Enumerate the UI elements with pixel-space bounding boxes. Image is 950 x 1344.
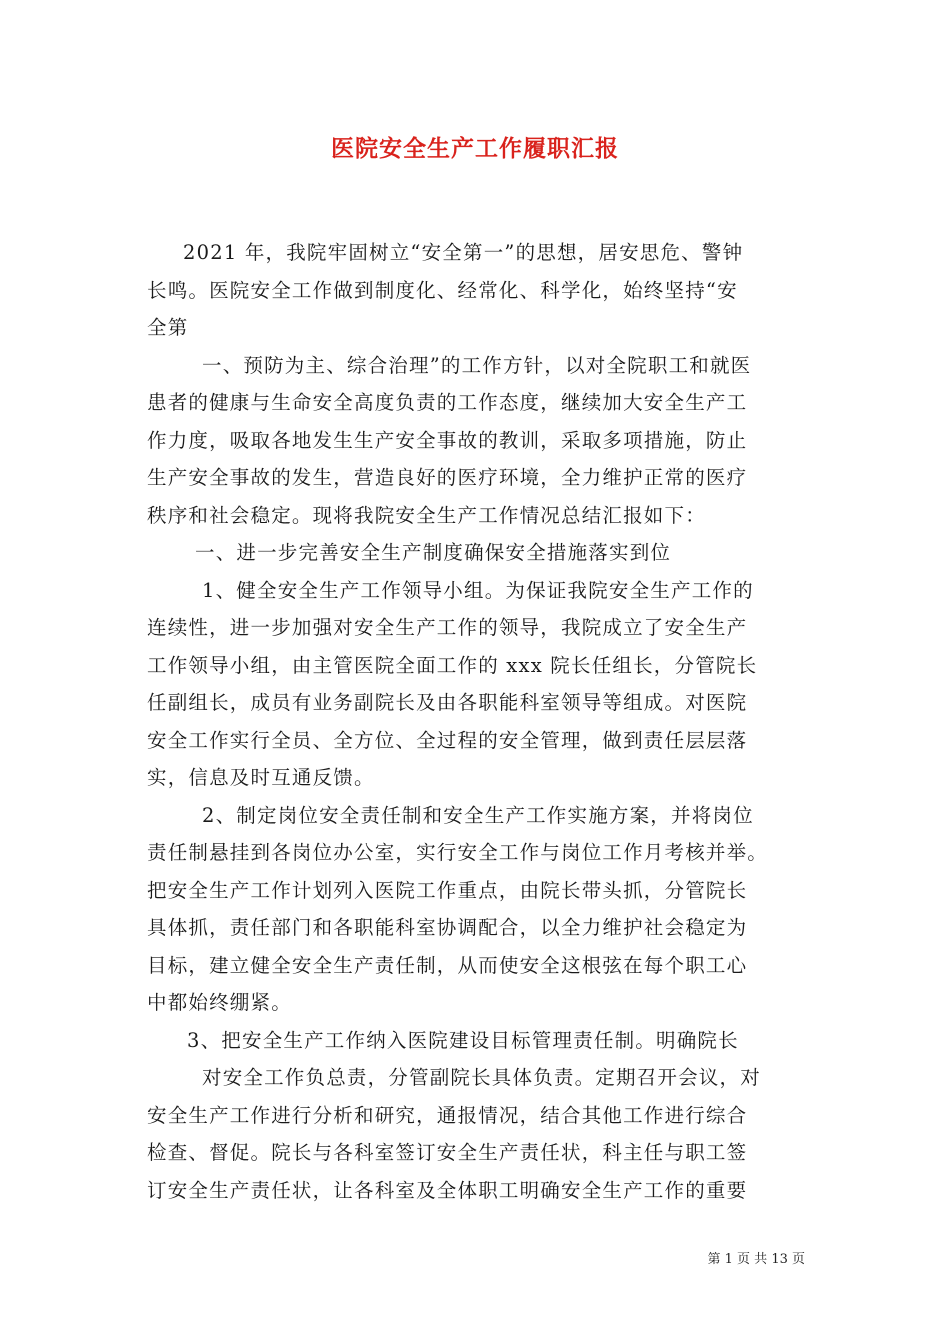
text-line: 检查、督促。院长与各科室签订安全生产责任状，科主任与职工签: [147, 1141, 748, 1164]
text-line: 2021 年，我院牢固树立“安全第一”的思想，居安思危、警钟: [183, 241, 744, 264]
document-title: 医院安全生产工作履职汇报: [331, 136, 619, 162]
text-line: 安全工作实行全员、全方位、全过程的安全管理，做到责任层层落: [147, 728, 748, 752]
text-line: 秩序和社会稳定。现将我院安全生产工作情况总结汇报如下：: [147, 503, 706, 527]
text-line: 责任制悬挂到各岗位办公室，实行安全工作与岗位工作月考核并举。: [147, 841, 769, 864]
text-line: 连续性，进一步加强对安全生产工作的领导，我院成立了安全生产: [147, 616, 748, 639]
text-line: 具体抓，责任部门和各职能科室协调配合，以全力维护社会稳定为: [147, 916, 748, 939]
text-line: 2、制定岗位安全责任制和安全生产工作实施方案，并将岗位: [202, 803, 754, 827]
text-line: 长鸣。医院安全工作做到制度化、经常化、科学化，始终坚持“安: [147, 278, 738, 302]
text-line: 一、预防为主、综合治理”的工作方针，以对全院职工和就医: [202, 353, 752, 377]
page-number: 第 1 页 共 13 页: [707, 1252, 805, 1267]
section-heading: 一、进一步完善安全生产制度确保安全措施落实到位: [195, 541, 672, 564]
text-line: 患者的健康与生命安全高度负责的工作态度，继续加大安全生产工: [147, 391, 748, 414]
text-line: 目标，建立健全安全生产责任制，从而使安全这根弦在每个职工心: [147, 953, 748, 977]
text-line: 实，信息及时互通反馈。: [147, 766, 375, 789]
text-line: 作力度，吸取各地发生生产安全事故的教训，采取多项措施，防止: [147, 428, 748, 452]
text-line: 生产安全事故的发生，营造良好的医疗环境，全力维护正常的医疗: [147, 466, 748, 489]
text-line: 安全生产工作进行分析和研究，通报情况，结合其他工作进行综合: [147, 1103, 748, 1127]
text-line: 对安全工作负总责，分管副院长具体负责。定期召开会议，对: [202, 1066, 761, 1089]
text-line: 订安全生产责任状，让各科室及全体职工明确安全生产工作的重要: [147, 1178, 748, 1202]
document-body: [147, 234, 817, 1209]
text-line: 任副组长，成员有业务副院长及由各职能科室领导等组成。对医院: [147, 691, 748, 714]
text-line: 工作领导小组，由主管医院全面工作的 xxx 院长任组长，分管院长: [147, 653, 758, 677]
text-line: 全第: [147, 316, 189, 339]
text-line: 中都始终绷紧。: [147, 991, 292, 1014]
text-line: 3、把安全生产工作纳入医院建设目标管理责任制。明确院长: [187, 1028, 739, 1052]
text-line: 把安全生产工作计划列入医院工作重点，由院长带头抓，分管院长: [147, 878, 748, 902]
text-line: 1、健全安全生产工作领导小组。为保证我院安全生产工作的: [202, 578, 754, 602]
